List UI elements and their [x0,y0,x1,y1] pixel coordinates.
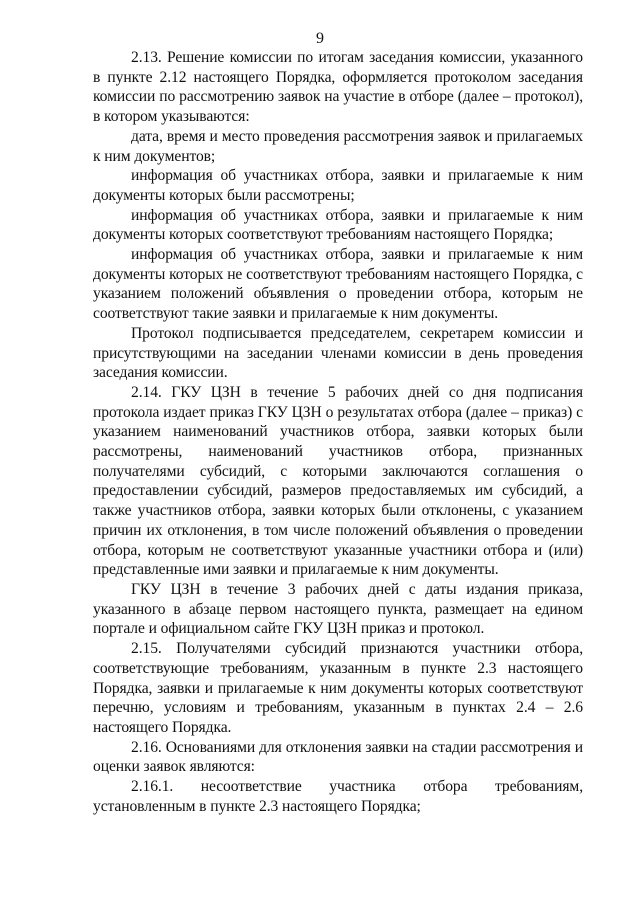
paragraph-publication: ГКУ ЦЗН в течение 3 рабочих дней с даты издания приказа, указанного в абзаце первом настоящего пункта, размещает на едином портале и официальном сайте ГКУ ЦЗН приказ и протокол. [93,580,583,638]
paragraph-item-reviewed: информация об участниках отбора, заявки и прилагаемые к ним документы которых были рассмотрены; [93,167,583,204]
paragraph-item-date: дата, время и место проведения рассмотрения заявок и прилагаемых к ним документов; [93,127,583,165]
paragraph-protocol-signing: Протокол подписывается председателем, секретарем комиссии и присутствующими на заседании членами комиссии в день проведения заседания комиссии. [93,324,583,382]
paragraph-2-16: 2.16. Основаниями для отклонения заявки на стадии рассмотрения и оценки заявок являются: [93,738,583,776]
body-text [93,48,583,816]
page-number: 9 [316,30,324,47]
paragraph-item-compliant: информация об участниках отбора, заявки и прилагаемые к ним документы которых соответствуют требованиям настоящего Порядка; [93,206,583,244]
paragraph-item-noncompliant: информация об участниках отбора, заявки и прилагаемые к ним документы которых не соответствуют требованиям настоящего Порядка, с указанием положений объявления о проведении отбора, которым не соответствуют такие заявки и прилагаемые к ним документы. [93,246,583,323]
paragraph-2-15: 2.15. Получателями субсидий признаются участники отбора, соответствующие требованиям, указанным в пункте 2.3 настоящего Порядка, заявки и прилагаемые к ним документы которых соответствуют перечню, условиям и требованиям, указанным в пунктах 2.4 – 2.6 настоящего Порядка. [93,640,583,736]
paragraph-2-16-1: 2.16.1. несоответствие участника отбора требованиям, установленным в пункте 2.3 настоящего Порядка; [93,778,583,815]
paragraph-2-13: 2.13. Решение комиссии по итогам заседания комиссии, указанного в пункте 2.12 настоящего Порядка, оформляется протоколом заседания комиссии по рассмотрению заявок на участие в отборе (далее – протокол), в котором указываются: [93,49,583,126]
paragraph-2-14: 2.14. ГКУ ЦЗН в течение 5 рабочих дней со дня подписания протокола издает приказ ГКУ ЦЗН о результатах отбора (далее – приказ) с указанием наименований участников отбора, заявки которых были рассмотрены, наименований участников отбора, признанных получателями субсидий, с которыми заключаются соглашения о предоставлении субсидий, размеров предоставляемых им субсидий, а также участников отбора, заявки которых были отклонены, с указанием причин их отклонения, в том числе положений объявления о проведении отбора, которым не соответствуют указанные участники отбора и (или) представленные ими заявки и прилагаемые к ним документы. [93,383,583,579]
